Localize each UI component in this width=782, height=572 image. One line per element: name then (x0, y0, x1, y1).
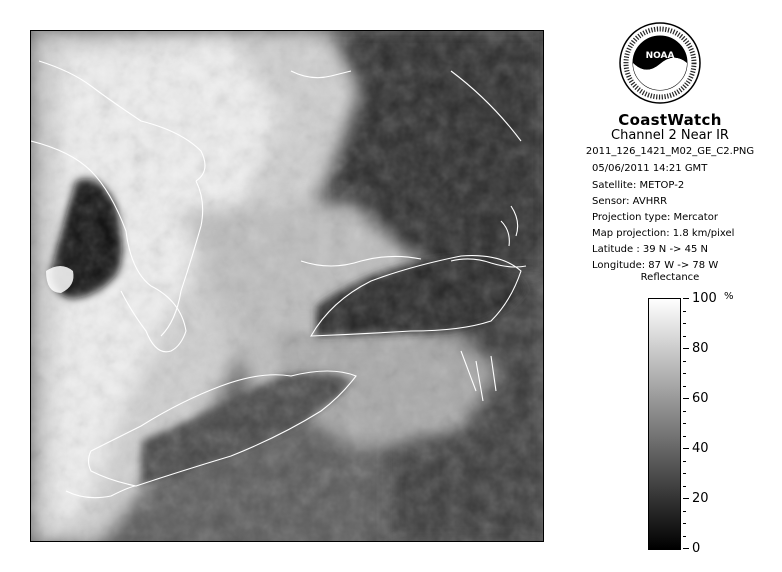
logo-text: NOAA (645, 51, 675, 61)
datetime-text: 05/06/2011 14:21 GMT (592, 163, 708, 174)
colorbar-tick-label: 20 (692, 491, 709, 506)
satellite-image (30, 30, 544, 542)
colorbar-tick (683, 548, 689, 549)
map-projection-text: Map projection: 1.8 km/pixel (592, 228, 735, 239)
colorbar-minor-tick (683, 336, 686, 337)
colorbar-tick (683, 398, 689, 399)
colorbar-minor-tick (683, 473, 686, 474)
colorbar-tick (683, 298, 689, 299)
colorbar-tick (683, 348, 689, 349)
noaa-logo-icon (619, 22, 701, 104)
colorbar-gradient (648, 298, 681, 550)
colorbar-tick (683, 498, 689, 499)
product-title: CoastWatch (618, 111, 722, 129)
colorbar-minor-tick (683, 423, 686, 424)
colorbar-minor-tick (683, 323, 686, 324)
colorbar-minor-tick (683, 436, 686, 437)
colorbar-tick-label: 60 (692, 391, 709, 406)
colorbar-minor-tick (683, 511, 686, 512)
colorbar-tick-label: 100 (692, 291, 717, 306)
satellite-text: Satellite: METOP-2 (592, 180, 685, 191)
colorbar-minor-tick (683, 386, 686, 387)
colorbar-minor-tick (683, 461, 686, 462)
colorbar-unit: % (724, 291, 734, 302)
colorbar-tick-label: 80 (692, 341, 709, 356)
sensor-text: Sensor: AVHRR (592, 196, 668, 207)
colorbar-minor-tick (683, 486, 686, 487)
colorbar-minor-tick (683, 536, 686, 537)
colorbar-tick (683, 448, 689, 449)
colorbar-title: Reflectance (640, 272, 700, 283)
satellite-imagery-svg (31, 31, 544, 542)
latitude-text: Latitude : 39 N -> 45 N (592, 244, 708, 255)
colorbar-minor-tick (683, 523, 686, 524)
image-filename: 2011_126_1421_M02_GE_C2.PNG (585, 146, 755, 157)
longitude-text: Longitude: 87 W -> 78 W (592, 260, 719, 271)
channel-subtitle: Channel 2 Near IR (611, 128, 729, 143)
colorbar-tick-label: 0 (692, 541, 701, 556)
colorbar-minor-tick (683, 411, 686, 412)
noaa-logo (619, 22, 701, 104)
colorbar-tick-label: 40 (692, 441, 709, 456)
colorbar-minor-tick (683, 361, 686, 362)
projection-type-text: Projection type: Mercator (592, 212, 718, 223)
colorbar-minor-tick (683, 373, 686, 374)
colorbar-minor-tick (683, 311, 686, 312)
